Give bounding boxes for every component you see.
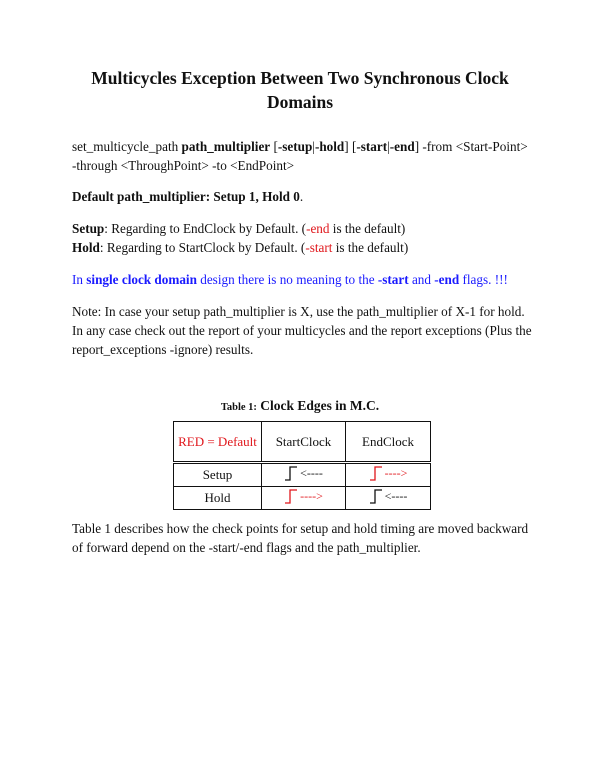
header-start-clock: StartClock xyxy=(262,422,346,463)
cell-setup-end xyxy=(346,463,431,487)
table-row-setup xyxy=(174,463,431,487)
command-bracket-open: [ xyxy=(270,139,278,154)
command-syntax xyxy=(72,137,532,175)
table-row-hold xyxy=(174,487,431,510)
single-domain-text: design there is no meaning to the xyxy=(196,272,378,287)
command-pipe: | xyxy=(387,139,390,154)
hold-label: Hold xyxy=(72,240,100,255)
single-domain-text: and xyxy=(408,272,435,287)
page-title: Multicycles Exception Between Two Synchronous Clock Domains xyxy=(91,68,509,112)
note-paragraph: Note: In case your setup path_multiplier is X, use the path_multiplier of X-1 for hold. In any case check out the report of your multicycles and the report exceptions (Plus the report_exceptions -ignore) results. xyxy=(72,304,532,357)
setup-label: Setup xyxy=(72,221,105,236)
command-setup-flag: -setup xyxy=(277,139,313,154)
setup-tail: is the default) xyxy=(329,221,406,236)
setup-text: : Regarding to EndClock by Default. ( xyxy=(104,221,307,236)
single-clock-domain-note xyxy=(72,270,532,289)
default-multiplier-line xyxy=(72,187,532,206)
default-multiplier-text: Default path_multiplier: Setup 1, Hold 0 xyxy=(72,189,300,204)
hold-start-edge xyxy=(284,489,323,504)
command-bracket-mid: ] [ xyxy=(344,139,357,154)
table-header-row xyxy=(174,422,431,463)
table-description: Table 1 describes how the check points for setup and hold timing are moved backward of forward depend on the -start/-end flags and the path_multiplier. xyxy=(72,521,529,555)
cell-hold-end xyxy=(346,487,431,510)
row-label-hold: Hold xyxy=(174,487,262,510)
table-caption-label: Table 1: xyxy=(220,402,257,413)
single-domain-text: In xyxy=(72,272,87,287)
header-red-default: RED = Default xyxy=(174,422,262,463)
default-multiplier-period: . xyxy=(299,189,304,204)
single-domain-start-flag: -start xyxy=(377,272,409,287)
command-pipe: | xyxy=(312,139,315,154)
command-end-flag: -end xyxy=(389,139,415,154)
setup-end-arrow: ----> xyxy=(384,465,408,480)
rising-edge-icon xyxy=(284,489,298,504)
row-label-setup: Setup xyxy=(174,463,262,487)
hold-start-arrow: ----> xyxy=(300,488,323,503)
rising-edge-icon xyxy=(369,466,383,481)
hold-text: : Regarding to StartClock by Default. ( xyxy=(99,240,306,255)
hold-end-arrow: <---- xyxy=(384,488,408,503)
setup-start-arrow: <---- xyxy=(300,465,323,480)
setup-line xyxy=(72,219,532,238)
table-caption xyxy=(0,398,600,414)
header-end-clock: EndClock xyxy=(346,422,431,463)
command-rest: ] -from <Start-Point> -through <ThroughPoint> -to <EndPoint> xyxy=(72,139,528,173)
hold-end-edge xyxy=(369,489,408,504)
command-start-flag: -start xyxy=(356,139,388,154)
single-domain-text: flags. !!! xyxy=(459,272,508,287)
hold-line xyxy=(72,238,532,257)
command-param: path_multiplier xyxy=(181,139,271,154)
command-prefix: set_multicycle_path xyxy=(72,139,182,154)
setup-flag: -end xyxy=(306,221,330,236)
single-domain-bold: single clock domain xyxy=(86,272,197,287)
rising-edge-icon xyxy=(284,466,298,481)
command-hold-flag: -hold xyxy=(314,139,345,154)
hold-flag: -start xyxy=(305,240,333,255)
hold-tail: is the default) xyxy=(332,240,409,255)
cell-setup-start xyxy=(262,463,346,487)
clock-edges-table xyxy=(173,421,431,510)
setup-end-edge xyxy=(369,466,408,481)
rising-edge-icon xyxy=(369,489,383,504)
cell-hold-start xyxy=(262,487,346,510)
table-caption-title: Clock Edges in M.C. xyxy=(260,398,380,413)
single-domain-end-flag: -end xyxy=(434,272,460,287)
setup-start-edge xyxy=(284,466,323,481)
